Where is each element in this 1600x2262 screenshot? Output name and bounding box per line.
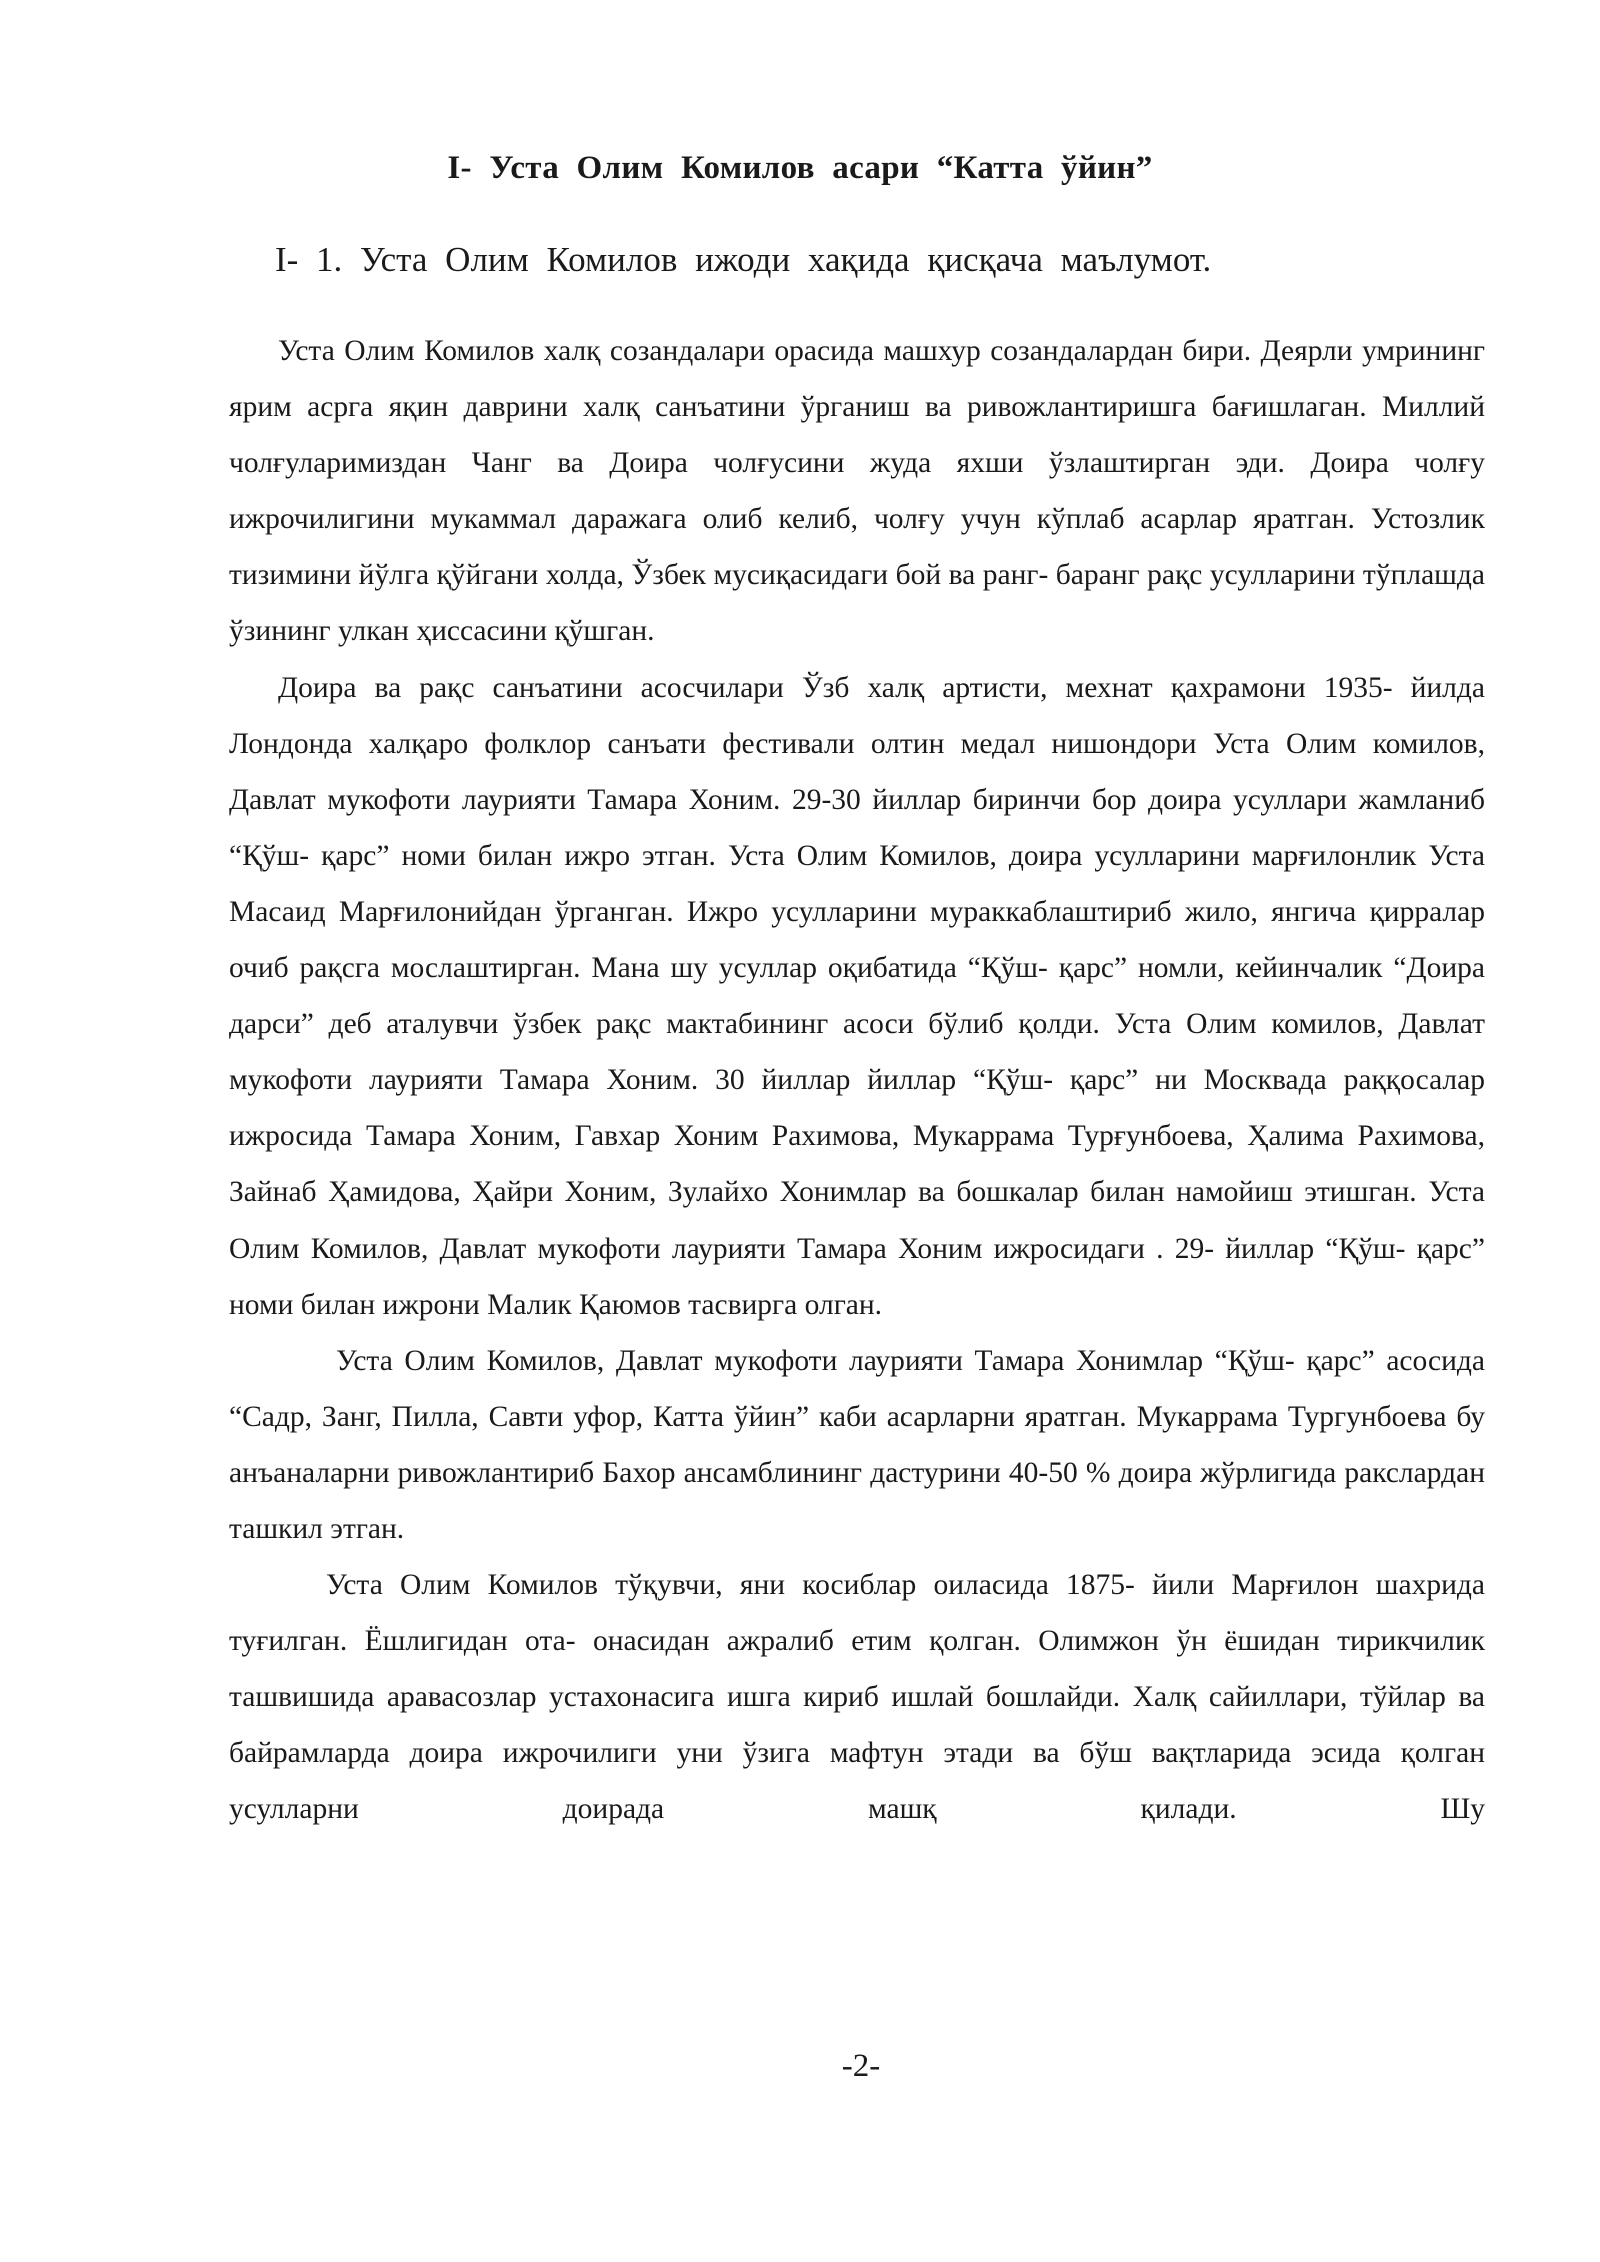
paragraph-1: Уста Олим Комилов халқ созандалари орасида машхур созандалардан бири. Деярли умрининг ярим асрга яқин даврини халқ санъатини ўрганиш ва ривожлантиришга бағишлаган. Миллий чолғуларимиздан Чанг ва Доира чолғусини жуда яхши ўзлаштирган эди. Доира чолғу ижрочилигини мукаммал даражага олиб келиб, чолғу учун кўплаб асарлар яратган. Устозлик тизимини йўлга қўйгани холда, Ўзбек мусиқасидаги бой ва ранг- баранг рақс усулларини тўплашда ўзининг улкан ҳиссасини қўшган. [229,335,1485,648]
paragraph-4: Уста Олим Комилов тўқувчи, яни косиблар оиласида 1875- йили Марғилон шахрида туғилган. Ёшлигидан ота- онасидан ажралиб етим қолган. Олимжон ўн ёшидан тирикчилик ташвишида аравасозлар устахонасига ишга кириб ишлай бошлайди. Халқ сайиллари, тўйлар ва байрамларда доира ижрочилиги уни ўзига мафтун этади ва бўш вақтларида эсида қолган усулларни доирада машқ қилади. Шу [229,1569,1485,1826]
page-number: -2- [841,2048,881,2084]
body-text [229,323,1485,1838]
section-title: I- Уста Олим Комилов асари “Катта ўйин” [447,150,1153,186]
paragraph-3: Уста Олим Комилов, Давлат мукофоти лаурияти Тамара Хонимлар “Қўш- қарс” асосида “Садр, Занг, Пилла, Савти уфор, Катта ўйин” каби асарларни яратган. Мукаррама Тургунбоева бу анъаналарни ривожлантириб Бахор ансамблининг дастурини 40-50 % доира жўрлигида ракслардан ташкил этган. [229,1344,1485,1545]
paragraph-2: Доира ва рақс санъатини асосчилари Ўзб халқ артисти, мехнат қахрамони 1935- йилда Лондонда халқаро фолклор санъати фестивали олтин медал нишондори Уста Олим комилов, Давлат мукофоти лаурияти Тамара Хоним. 29-30 йиллар биринчи бор доира усуллари жамланиб “Қўш- қарс” номи билан ижро этган. Уста Олим Комилов, доира усулларини марғилонлик Уста Масаид Марғилонийдан ўрганган. Ижро усулларини мураккаблаштириб жило, янгича қирралар очиб рақсга мослаштирган. Мана шу усуллар оқибатида “Қўш- қарс” номли, кейинчалик “Доира дарси” деб аталувчи ўзбек рақс мактабининг асоси бўлиб қолди. Уста Олим комилов, Давлат мукофоти лаурияти Тамара Хоним. 30 йиллар йиллар “Қўш- қарс” ни Москвада рaққосалар ижросида Тамара Хоним, Гавхар Хоним Рахимова, Мукаррама Турғунбоева, Ҳалима Рахимова, Зайнаб Ҳамидова, Ҳайри Хоним, Зулайхо Хонимлар ва бошкалар билан намойиш этишган. Уста Олим Комилов, Давлат мукофоти лаурияти Тамара Хоним ижросидаги . 29- йиллар “Қўш- қарс” номи билан ижрони Малик Қаюмов тасвирга олган. [229,671,1485,1321]
subsection-heading: I- 1. Уста Олим Комилов ижоди хақида қисқача маълумот. [275,240,1212,279]
